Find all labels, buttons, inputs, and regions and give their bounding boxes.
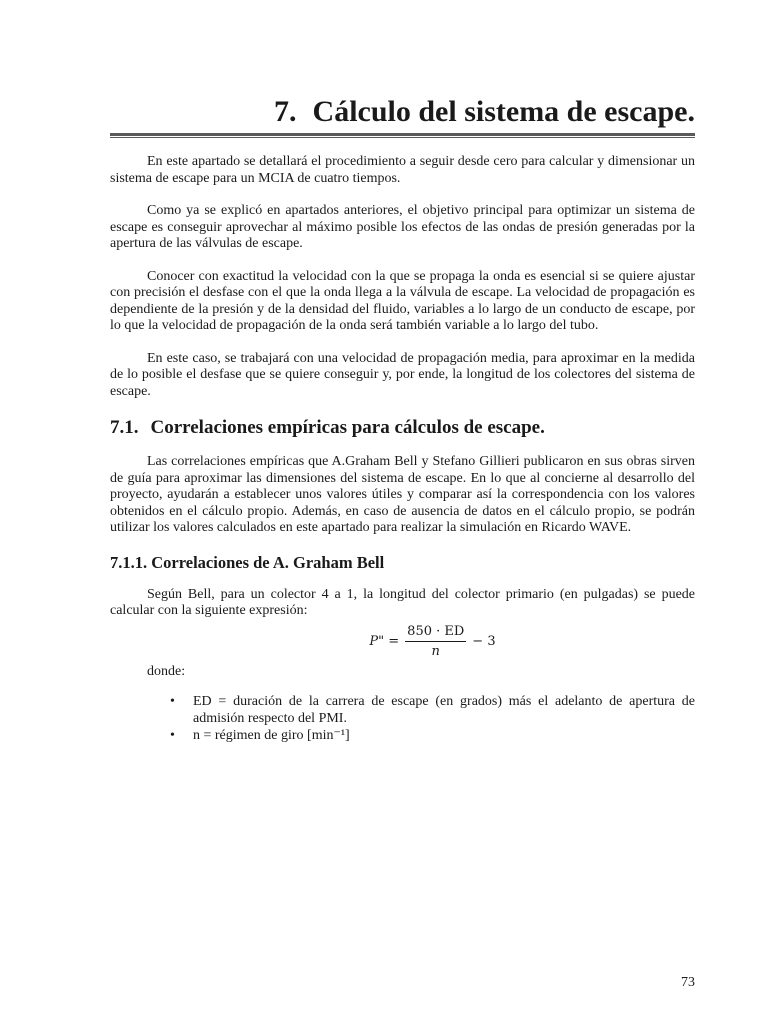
paragraph-average-velocity: En este caso, se trabajará con una velocidad de propagación media, para aproximar en la medida de lo posible el desfase que se quiere conseguir y, por ende, la longitud de los colectores del sistema de escape. bbox=[110, 350, 695, 399]
page-content bbox=[110, 154, 695, 746]
donde-label: donde: bbox=[147, 663, 186, 679]
definitions-list bbox=[110, 694, 695, 745]
section-title: Correlaciones empíricas para cálculos de escape. bbox=[150, 417, 545, 438]
chapter-title-text: Cálculo del sistema de escape. bbox=[312, 95, 695, 128]
subsection-heading: 7.1.1. Correlaciones de A. Graham Bell bbox=[110, 552, 385, 572]
paragraph-correlations: Las correlaciones empíricas que A.Graham Bell y Stefano Gillieri publicaron en sus obras sirven de guía para aproximar las dimensiones del sistema de escape. En lo que al concierne al desarrollo del proyecto, ayudarán a establecer unos valores útiles y comparar así la correspondencia con los valores obtenidos en el cálculo propio. Además, en caso de ausencia de datos en el cálculo propio, se podrán utilizar los valores calculados en este apartado para realizar la simulación en Ricardo WAVE. bbox=[110, 454, 695, 535]
formula-lhs: P" = bbox=[369, 633, 400, 649]
list-item bbox=[110, 728, 695, 745]
list-item-text: n = régimen de giro [min⁻¹] bbox=[193, 728, 350, 743]
paragraph-velocity: Conocer con exactitud la velocidad con la que se propaga la onda es esencial si se quiere ajustar con precisión el desfase con el que la onda llega a la válvula de escape. La velocidad de propagación es dependiente de la presión y de la densidad del fluido, variables a lo largo de un conducto de escape, por lo que la velocidad de propagación de la onda será también variable a lo largo del tubo. bbox=[110, 268, 695, 333]
title-rule-thin bbox=[110, 137, 695, 138]
section-number: 7.1. bbox=[110, 417, 139, 438]
bullet-icon: • bbox=[170, 694, 175, 709]
chapter-number: 7. bbox=[274, 95, 297, 128]
formula-primary-length bbox=[110, 624, 695, 664]
bullet-icon: • bbox=[170, 728, 175, 743]
paragraph-intro: En este apartado se detallará el procedimiento a seguir desde cero para calcular y dimensionar un sistema de escape para un MCIA de cuatro tiempos. bbox=[110, 154, 695, 186]
paragraph-bell: Según Bell, para un colector 4 a 1, la longitud del colector primario (en pulgadas) se puede calcular con la siguiente expresión: bbox=[110, 586, 695, 618]
list-item-text: ED = duración de la carrera de escape (en grados) más el adelanto de apertura de admisión respecto del PMI. bbox=[193, 694, 695, 726]
page-number: 73 bbox=[681, 975, 695, 990]
chapter-title bbox=[274, 92, 695, 132]
list-item bbox=[110, 694, 695, 727]
paragraph-objective: Como ya se explicó en apartados anteriores, el objetivo principal para optimizar un sistema de escape es conseguir aprovechar al máximo posible los efectos de las ondas de presión generadas por la apertura de las válvulas de escape. bbox=[110, 203, 695, 251]
document-page bbox=[110, 0, 695, 1024]
formula-rhs: − 3 bbox=[472, 633, 496, 649]
formula-denominator: n bbox=[431, 643, 440, 659]
section-heading bbox=[110, 416, 695, 440]
formula-fraction bbox=[405, 624, 466, 659]
formula-numerator: 850 · ED bbox=[405, 624, 466, 642]
title-rule bbox=[110, 133, 695, 136]
